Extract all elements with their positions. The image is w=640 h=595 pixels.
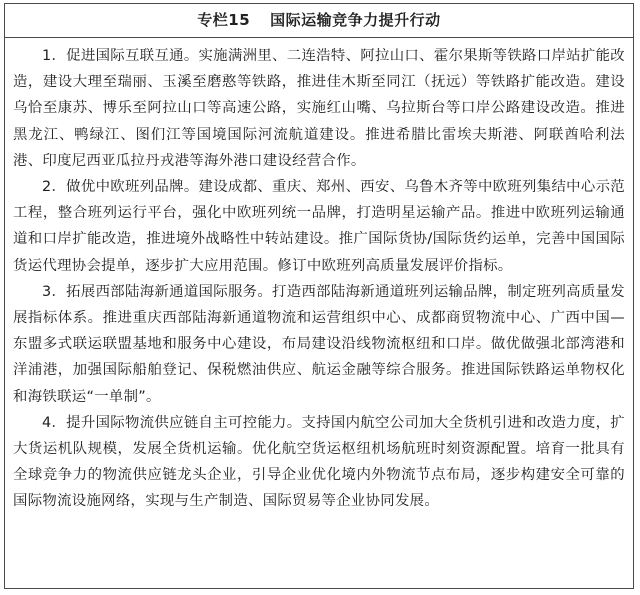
column-box	[4, 3, 634, 589]
paragraph-international-connectivity: 1．促进国际互联互通。实施满洲里、二连浩特、阿拉山口、霍尔果斯等铁路口岸站扩能改造，建设大理至瑞丽、玉溪至磨憨等铁路，推进佳木斯至同江（抚远）等铁路扩能改造。建设乌恰至康苏、博乐至阿拉山口等高速公路，实施红山嘴、乌拉斯台等口岸公路建设改造。推进黑龙江、鸭绿江、图们江等国境国际河流航道建设。推进希腊比雷埃夫斯港、阿联酋哈利法港、印度尼西亚瓜拉丹戎港等海外港口建设经营合作。	[13, 48, 625, 169]
box-title-number: 专栏15	[197, 11, 251, 29]
box-title	[5, 4, 633, 38]
paragraph-logistics-supply-chain: 4．提升国际物流供应链自主可控能力。支持国内航空公司加大全货机引进和改造力度，扩大货运机队规模，发展全货机运输。优化航空货运枢纽机场航班时刻资源配置。培育一批具有全球竞争力的物流供应链龙头企业，引导企业优化境内外物流节点布局，逐步构建安全可靠的国际物流设施网络，实现与生产制造、国际贸易等企业协同发展。	[13, 414, 625, 510]
paragraph-western-land-sea-corridor: 3．拓展西部陆海新通道国际服务。打造西部陆海新通道班列运输品牌，制定班列高质量发展指标体系。推进重庆西部陆海新通道物流和运营组织中心、成都商贸物流中心、广西中国—东盟多式联运联盟基地和服务中心建设，布局建设沿线物流枢纽和口岸。做优做强北部湾港和洋浦港，加强国际船舶登记、保税燃油供应、航运金融等综合服务。推进国际铁路运单物权化和海铁联运“一单制”。	[13, 283, 625, 405]
box-content	[5, 38, 633, 515]
paragraph-china-europe-railway-express: 2．做优中欧班列品牌。建设成都、重庆、郑州、西安、乌鲁木齐等中欧班列集结中心示范工程，整合班列运行平台，强化中欧班列统一品牌，打造明星运输产品。推进中欧班列运输通道和口岸扩能改造，推进境外战略性中转站建设。推广国际货协/国际货约运单，完善中国国际货运代理协会提单，逐步扩大应用范围。修订中欧班列高质量发展评价指标。	[13, 179, 625, 274]
box-title-text: 国际运输竞争力提升行动	[270, 11, 441, 29]
